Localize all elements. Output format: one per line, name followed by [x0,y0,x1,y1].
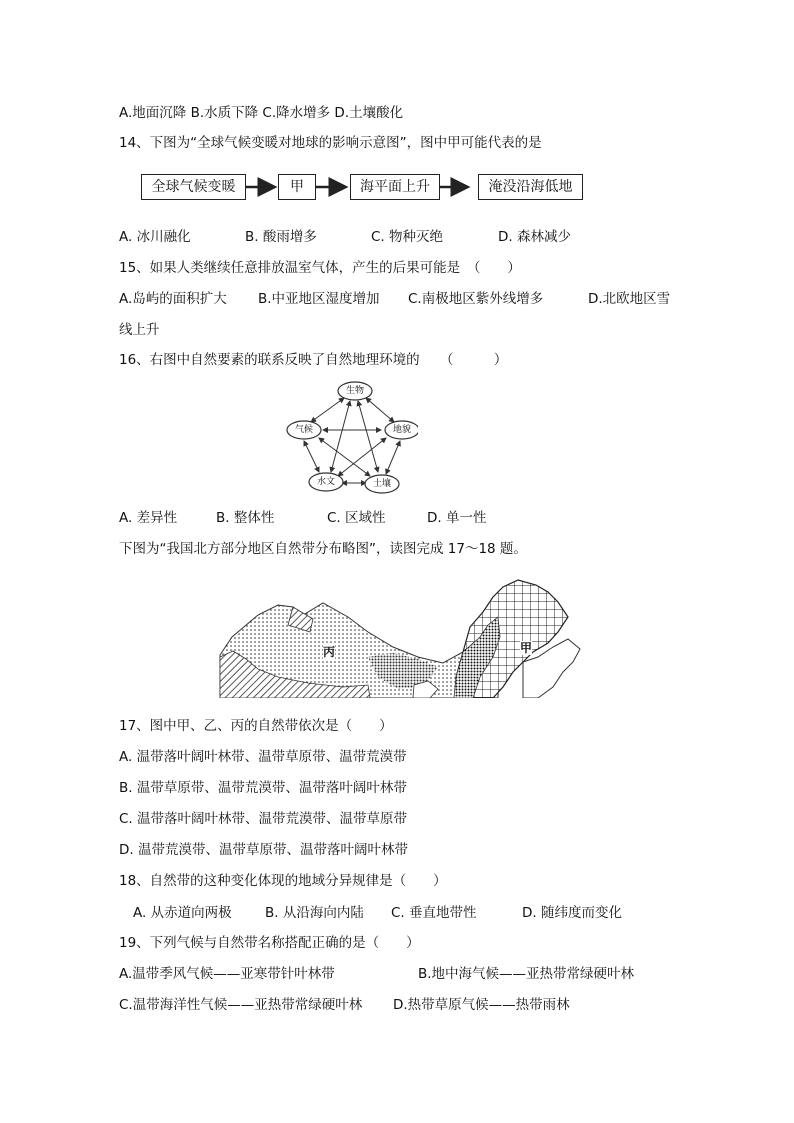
q16-option-d: D. 单一性 [427,510,487,526]
map-graphic [218,577,582,698]
q18-option-c: C. 垂直地带性 [391,905,477,921]
q18-stem: 18、自然带的这种变化体现的地域分异规律是（ ） [119,873,447,889]
flow-box-jia: 甲 [278,174,316,200]
natural-zones-map [218,577,582,698]
q14-option-b: B. 酸雨增多 [245,229,317,245]
q17-option-c: C. 温带落叶阔叶林带、温带荒漠带、温带草原带 [119,811,408,827]
map-label-bing: 丙 [323,645,336,659]
q18-option-d: D. 随纬度而变化 [522,905,622,921]
q18-option-b: B. 从沿海向内陆 [265,905,364,921]
q19-option-c: C.温带海洋性气候——亚热带常绿硬叶林 [119,997,363,1013]
node-climate: 气候 [294,425,313,435]
node-landform: 地貌 [392,425,411,435]
node-soil: 土壤 [372,479,391,489]
q19-stem: 19、下列气候与自然带名称搭配正确的是（ ） [119,935,420,951]
flow-box-flooding: 淹没沿海低地 [478,174,583,200]
q15-option-c: C.南极地区紫外线增多 [408,291,544,307]
q14-flow-diagram [138,170,593,208]
q14-option-a: A. 冰川融化 [119,229,191,245]
q17-option-a: A. 温带落叶阔叶林带、温带草原带、温带荒漠带 [119,749,407,765]
q14-option-c: C. 物种灭绝 [371,229,444,245]
flow-box-sea-level: 海平面上升 [350,174,440,200]
q16-elements-diagram [286,380,418,498]
q16-stem: 16、右图中自然要素的联系反映了自然地理环境的 （ ） [119,352,508,368]
q15-stem: 15、如果人类继续任意排放温室气体，产生的后果可能是 （ ） [119,260,521,276]
q14-option-d: D. 森林减少 [498,229,571,245]
q15-option-d-continued: 线上升 [119,322,160,338]
q16-option-c: C. 区域性 [327,510,386,526]
q15-option-a: A.岛屿的面积扩大 [119,291,227,307]
map-label-jia: 甲 [520,641,533,655]
q13-options: A.地面沉降 B.水质下降 C.降水增多 D.土壤酸化 [119,105,404,121]
q16-option-b: B. 整体性 [216,510,275,526]
node-biology: 生物 [345,386,364,396]
q19-option-b: B.地中海气候——亚热带常绿硬叶林 [418,966,635,982]
q17-stem: 17、图中甲、乙、丙的自然带依次是（ ） [119,718,393,734]
q14-stem: 14、下图为“全球气候变暖对地球的影响示意图”，图中甲可能代表的是 [119,135,542,151]
q15-option-d: D.北欧地区雪 [588,291,671,307]
node-hydrology: 水文 [316,477,335,487]
q17-option-b: B. 温带草原带、温带荒漠带、温带落叶阔叶林带 [119,780,407,796]
q17-option-d: D. 温带荒漠带、温带草原带、温带落叶阔叶林带 [119,842,408,858]
flow-box-warming: 全球气候变暖 [141,174,246,200]
map-intro: 下图为“我国北方部分地区自然带分布略图”，读图完成 17～18 题。 [119,541,527,557]
q16-option-a: A. 差异性 [119,510,178,526]
q19-option-a: A.温带季风气候——亚寒带针叶林带 [119,966,335,982]
q18-option-a: A. 从赤道向两极 [133,905,232,921]
q15-option-b: B.中亚地区湿度增加 [258,291,380,307]
q19-option-d: D.热带草原气候——热带雨林 [393,997,570,1013]
